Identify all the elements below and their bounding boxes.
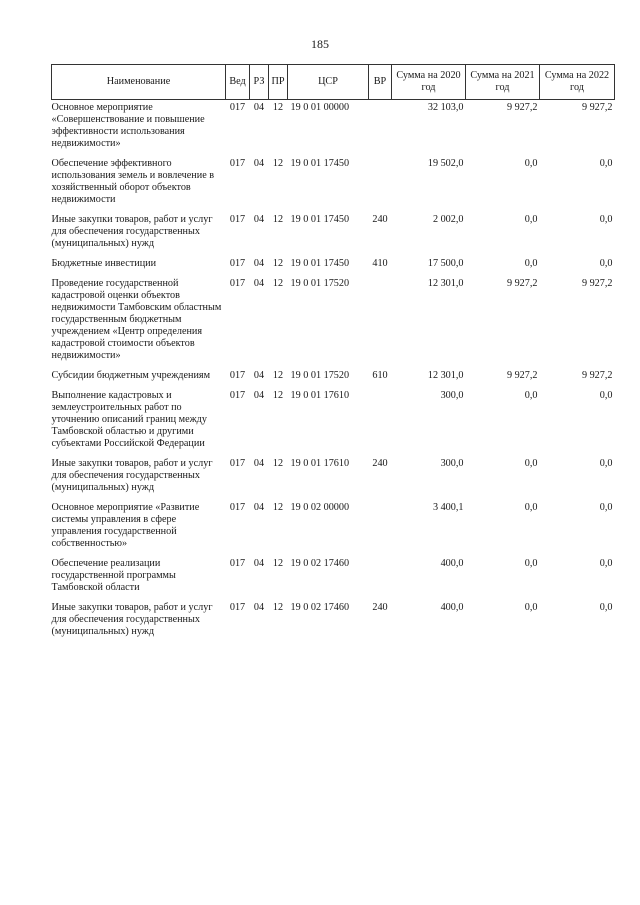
cell-sum2020: 19 502,0 (427, 158, 464, 169)
cell-pr: 12 (272, 390, 284, 401)
table-row (52, 388, 615, 456)
cell-ved: 017 (229, 370, 246, 381)
cell-sum2022: 0,0 (599, 458, 613, 469)
header-csr: ЦСР (288, 65, 369, 100)
cell-name: Иные закупки товаров, работ и услуг для обеспечения государственных (муниципальных) нужд (51, 602, 213, 637)
cell-sum2021: 0,0 (524, 502, 538, 513)
cell-sum2020: 17 500,0 (427, 258, 464, 269)
table-row (52, 256, 615, 276)
cell-name: Бюджетные инвестиции (51, 258, 157, 269)
cell-name: Основное мероприятие «Совершенствование и повышение эффективности использования недвижимости» (51, 102, 205, 149)
cell-rz: 04 (253, 602, 265, 613)
cell-pr: 12 (272, 458, 284, 469)
header-rz: РЗ (250, 65, 269, 100)
budget-table (51, 64, 615, 644)
cell-sum2022: 0,0 (599, 158, 613, 169)
cell-sum2021: 0,0 (524, 258, 538, 269)
cell-pr: 12 (272, 278, 284, 289)
cell-vr (369, 500, 392, 556)
cell-name: Иные закупки товаров, работ и услуг для обеспечения государственных (муниципальных) нужд (51, 458, 213, 493)
table-row (52, 276, 615, 368)
cell-csr: 19 0 01 17450 (290, 258, 350, 269)
cell-sum2020: 12 301,0 (427, 278, 464, 289)
cell-rz: 04 (253, 102, 265, 113)
cell-vr: 240 (372, 214, 388, 225)
cell-sum2021: 0,0 (524, 458, 538, 469)
cell-csr: 19 0 01 17610 (290, 458, 350, 469)
cell-sum2021: 0,0 (524, 214, 538, 225)
cell-name: Обеспечение эффективного использования земель и вовлечение в хозяйственный оборот объектов недвижимости (51, 158, 215, 205)
cell-sum2020: 2 002,0 (432, 214, 464, 225)
header-vr: ВР (369, 65, 392, 100)
table-row (52, 368, 615, 388)
cell-sum2021: 0,0 (524, 158, 538, 169)
cell-rz: 04 (253, 458, 265, 469)
cell-ved: 017 (229, 258, 246, 269)
cell-ved: 017 (229, 278, 246, 289)
cell-csr: 19 0 02 17460 (290, 558, 350, 569)
cell-vr (369, 276, 392, 368)
cell-sum2021: 9 927,2 (506, 102, 538, 113)
cell-rz: 04 (253, 558, 265, 569)
cell-rz: 04 (253, 370, 265, 381)
table-row (52, 456, 615, 500)
table-header-row (52, 65, 615, 100)
table-row (52, 100, 615, 157)
table-body (52, 100, 615, 645)
cell-rz: 04 (253, 502, 265, 513)
cell-name: Субсидии бюджетным учреждениям (51, 370, 211, 381)
cell-pr: 12 (272, 258, 284, 269)
cell-name: Проведение государственной кадастровой оценки объектов недвижимости Тамбовским областным государственным бюджетным учреждением «Центр определения кадастровой стоимости объектов недвижимости» (51, 278, 222, 361)
table-row (52, 156, 615, 212)
cell-csr: 19 0 01 00000 (290, 102, 350, 113)
table-row (52, 556, 615, 600)
cell-csr: 19 0 01 17450 (290, 158, 350, 169)
cell-name: Основное мероприятие «Развитие системы управления в сфере управления государственной собственностью» (51, 502, 200, 549)
header-sum-2022: Сумма на 2022 год (540, 65, 615, 100)
cell-sum2021: 9 927,2 (506, 278, 538, 289)
cell-sum2022: 9 927,2 (581, 102, 613, 113)
header-name: Наименование (52, 65, 226, 100)
cell-pr: 12 (272, 502, 284, 513)
cell-ved: 017 (229, 158, 246, 169)
cell-rz: 04 (253, 278, 265, 289)
cell-sum2022: 0,0 (599, 602, 613, 613)
cell-csr: 19 0 01 17610 (290, 390, 350, 401)
cell-sum2021: 0,0 (524, 390, 538, 401)
cell-sum2021: 0,0 (524, 602, 538, 613)
cell-sum2022: 0,0 (599, 558, 613, 569)
cell-vr (369, 556, 392, 600)
cell-ved: 017 (229, 602, 246, 613)
cell-csr: 19 0 02 00000 (290, 502, 350, 513)
cell-sum2022: 0,0 (599, 214, 613, 225)
cell-vr (369, 388, 392, 456)
cell-sum2022: 0,0 (599, 502, 613, 513)
cell-ved: 017 (229, 102, 246, 113)
cell-ved: 017 (229, 214, 246, 225)
table-row (52, 600, 615, 644)
header-sum-2021: Сумма на 2021 год (466, 65, 540, 100)
cell-pr: 12 (272, 214, 284, 225)
cell-sum2022: 0,0 (599, 258, 613, 269)
cell-name: Иные закупки товаров, работ и услуг для обеспечения государственных (муниципальных) нужд (51, 214, 213, 249)
cell-pr: 12 (272, 558, 284, 569)
cell-rz: 04 (253, 258, 265, 269)
cell-pr: 12 (272, 158, 284, 169)
cell-sum2020: 400,0 (440, 558, 464, 569)
cell-ved: 017 (229, 390, 246, 401)
cell-vr (369, 100, 392, 157)
cell-vr: 240 (372, 458, 388, 469)
cell-csr: 19 0 01 17520 (290, 370, 350, 381)
cell-pr: 12 (272, 602, 284, 613)
cell-name: Обеспечение реализации государственной программы Тамбовской области (51, 558, 176, 593)
table-row (52, 212, 615, 256)
cell-sum2020: 12 301,0 (427, 370, 464, 381)
cell-name: Выполнение кадастровых и землеустроительных работ по уточнению описаний границ между Тамбовской областью и другими субъектами Российской Федерации (51, 390, 207, 449)
cell-pr: 12 (272, 102, 284, 113)
cell-csr: 19 0 01 17520 (290, 278, 350, 289)
header-pr: ПР (269, 65, 288, 100)
cell-csr: 19 0 02 17460 (290, 602, 350, 613)
cell-sum2022: 0,0 (599, 390, 613, 401)
cell-rz: 04 (253, 158, 265, 169)
cell-rz: 04 (253, 214, 265, 225)
cell-rz: 04 (253, 390, 265, 401)
cell-ved: 017 (229, 502, 246, 513)
cell-ved: 017 (229, 458, 246, 469)
cell-vr: 610 (372, 370, 388, 381)
cell-sum2020: 3 400,1 (432, 502, 464, 513)
cell-ved: 017 (229, 558, 246, 569)
cell-sum2022: 9 927,2 (581, 370, 613, 381)
cell-sum2020: 300,0 (440, 458, 464, 469)
cell-sum2021: 9 927,2 (506, 370, 538, 381)
cell-vr: 240 (372, 602, 388, 613)
cell-sum2020: 32 103,0 (427, 102, 464, 113)
table-row (52, 500, 615, 556)
cell-sum2020: 300,0 (440, 390, 464, 401)
header-sum-2020: Сумма на 2020 год (392, 65, 466, 100)
cell-csr: 19 0 01 17450 (290, 214, 350, 225)
cell-vr (369, 156, 392, 212)
cell-sum2021: 0,0 (524, 558, 538, 569)
page-number: 185 (311, 37, 329, 51)
cell-vr: 410 (372, 258, 388, 269)
cell-sum2022: 9 927,2 (581, 278, 613, 289)
cell-sum2020: 400,0 (440, 602, 464, 613)
cell-pr: 12 (272, 370, 284, 381)
header-ved: Вед (226, 65, 250, 100)
